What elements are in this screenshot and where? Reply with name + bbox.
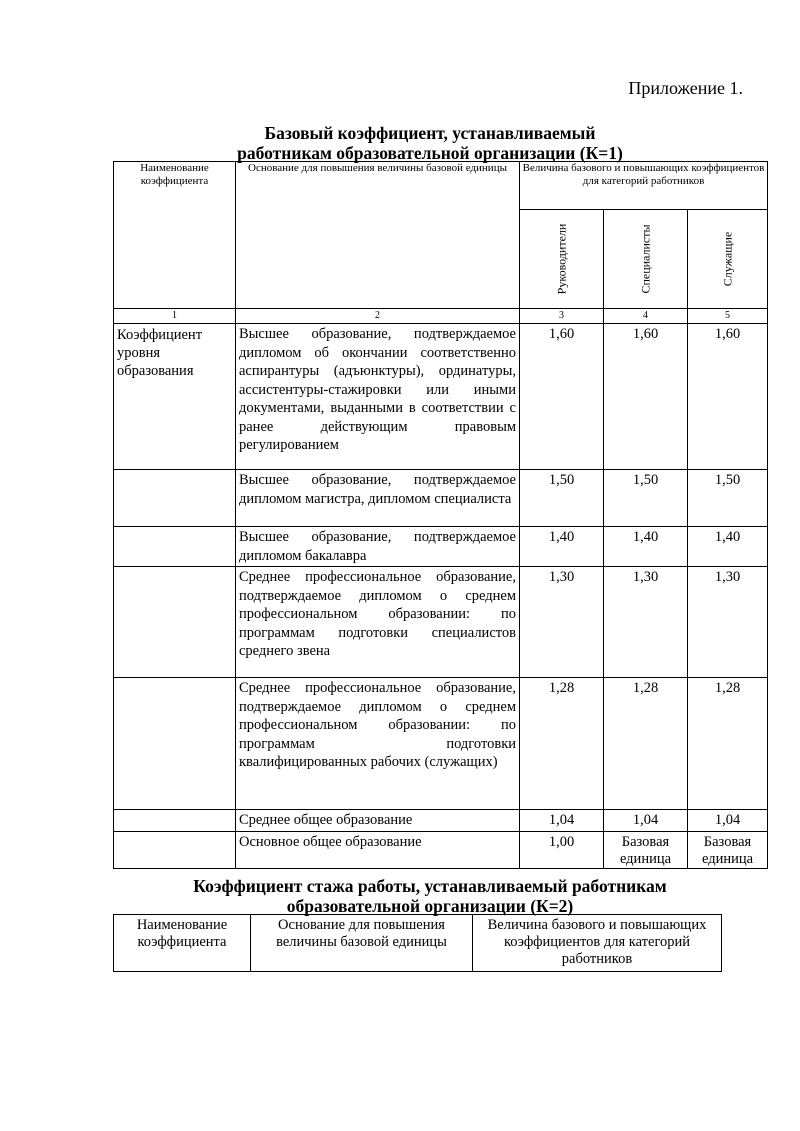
table-row [114, 567, 768, 678]
header-basis-cell: Основание для повышения величины базовой единицы [236, 162, 520, 309]
value-cell: 1,40 [604, 527, 688, 567]
empty-name-cell [114, 810, 236, 832]
value-cell: 1,60 [688, 324, 768, 470]
empty-name-cell [114, 678, 236, 810]
value-cell: 1,50 [688, 470, 768, 527]
education-coefficient-table [113, 161, 768, 869]
table-header-row [114, 162, 768, 210]
table-row [114, 527, 768, 567]
column-number: 3 [520, 309, 604, 324]
header-values-cell: Величина базового и повышающих коэффициентов для категорий работников [520, 162, 768, 210]
value-cell: 1,04 [604, 810, 688, 832]
table1-title-line: Базовый коэффициент, устанавливаемый [264, 123, 596, 143]
value-cell: 1,30 [520, 567, 604, 678]
table-row [114, 324, 768, 470]
value-cell: 1,40 [520, 527, 604, 567]
value-cell: Базовая единица [688, 831, 768, 868]
empty-name-cell [114, 527, 236, 567]
value-cell: 1,50 [604, 470, 688, 527]
header-name-cell: Наименование коэффициента [114, 162, 236, 309]
column-number: 5 [688, 309, 768, 324]
empty-name-cell [114, 831, 236, 868]
empty-name-cell [114, 567, 236, 678]
header-basis-cell: Основание для повышения величины базовой единицы [251, 915, 473, 972]
header-name-cell: Наименование коэффициента [114, 915, 251, 972]
value-cell: 1,28 [604, 678, 688, 810]
value-cell: 1,60 [604, 324, 688, 470]
basis-cell: Высшее образование, подтверждаемое дипломом магистра, дипломом специалиста [236, 470, 520, 527]
table-header-row [114, 915, 722, 972]
header-category-cell [520, 210, 604, 309]
table-row [114, 470, 768, 527]
coefficient-name-cell: Коэффициент уровня образования [114, 324, 236, 470]
header-category-cell [604, 210, 688, 309]
category-label: Руководители [554, 223, 568, 295]
value-cell: 1,28 [688, 678, 768, 810]
table-row [114, 678, 768, 810]
category-label: Специалисты [638, 224, 652, 294]
appendix-label: Приложение 1. [628, 78, 743, 98]
basis-cell: Среднее профессиональное образование, подтверждаемое дипломом о среднем профессиональном образовании: по программам подготовки специалистов среднего звена [236, 567, 520, 678]
basis-cell: Среднее профессиональное образование, подтверждаемое дипломом о среднем профессиональном образовании: по программам подготовки квалифицированных рабочих (служащих) [236, 678, 520, 810]
column-number: 2 [236, 309, 520, 324]
empty-name-cell [114, 470, 236, 527]
table2-title-line: Коэффициент стажа работы, устанавливаемый работникам [193, 876, 667, 896]
value-cell: 1,60 [520, 324, 604, 470]
column-numbers-row [114, 309, 768, 324]
table2-title-line: образовательной организации (К=2) [286, 896, 574, 916]
value-cell: Базовая единица [604, 831, 688, 868]
value-cell: 1,30 [604, 567, 688, 678]
table1-title [60, 123, 800, 163]
experience-coefficient-table [113, 914, 722, 972]
value-cell: 1,04 [520, 810, 604, 832]
header-category-cell [688, 210, 768, 309]
table-row [114, 810, 768, 832]
basis-cell: Высшее образование, подтверждаемое дипломом бакалавра [236, 527, 520, 567]
value-cell: 1,04 [688, 810, 768, 832]
header-values-cell: Величина базового и повышающих коэффициентов для категорий работников [473, 915, 722, 972]
table2-title [60, 876, 800, 916]
basis-cell: Основное общее образование [236, 831, 520, 868]
basis-cell: Высшее образование, подтверждаемое дипломом об окончании соответственно аспирантуры (адъюнктуры), ординатуры, ассистентуры-стажировки или иными документами, выданными в соответствии с ранее действующим правовым регулированием [236, 324, 520, 470]
value-cell: 1,30 [688, 567, 768, 678]
value-cell: 1,40 [688, 527, 768, 567]
column-number: 4 [604, 309, 688, 324]
column-number: 1 [114, 309, 236, 324]
category-label: Служащие [720, 231, 735, 287]
value-cell: 1,00 [520, 831, 604, 868]
value-cell: 1,28 [520, 678, 604, 810]
basis-cell: Среднее общее образование [236, 810, 520, 832]
value-cell: 1,50 [520, 470, 604, 527]
table1-title-line: работникам образовательной организации (К=1) [237, 143, 623, 163]
table-row [114, 831, 768, 868]
